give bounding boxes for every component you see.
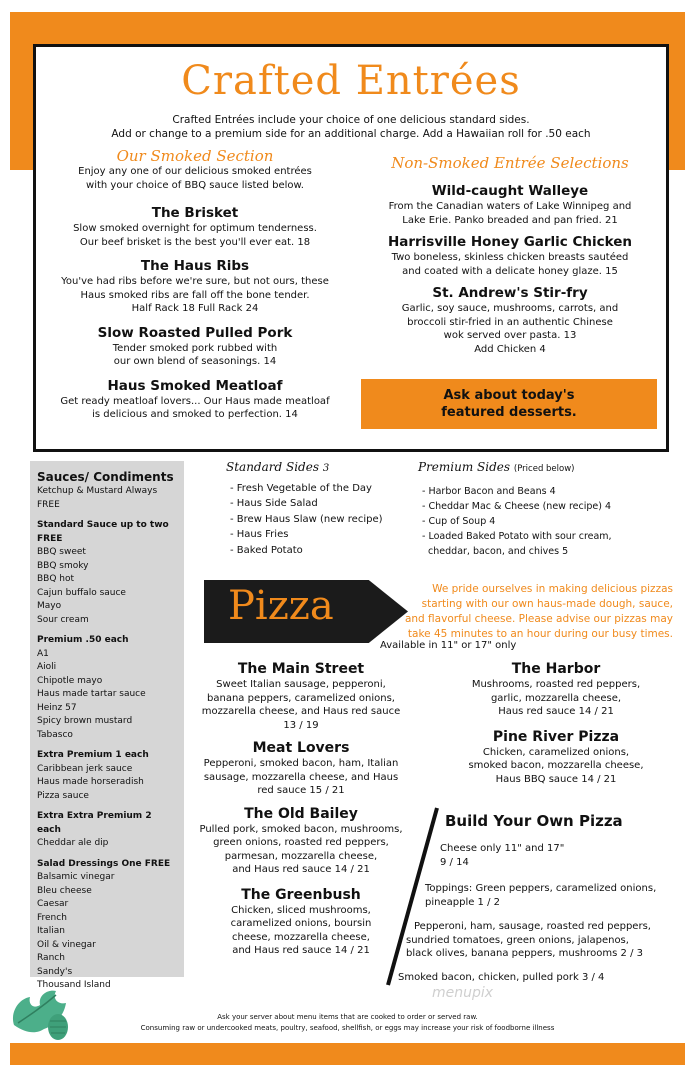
premium-sides-note: (Priced below) bbox=[513, 464, 575, 474]
sauce-item: Heinz 57 bbox=[37, 702, 77, 713]
item-desc: Our beef brisket is the best you'll ever eat. 18 bbox=[79, 236, 311, 248]
sauce-item: Oil & vinegar bbox=[37, 939, 96, 950]
item-desc: and Haus red sauce 14 / 21 bbox=[232, 945, 370, 956]
byo-toppings-1 bbox=[425, 882, 675, 909]
smoked-heading: Our Smoked Section bbox=[116, 147, 274, 165]
sauce-group-heading: Premium .50 each bbox=[37, 635, 129, 645]
item-desc: Haus smoked ribs are fall off the bone tender. bbox=[80, 289, 310, 301]
item-desc: Haus BBQ sauce 14 / 21 bbox=[495, 773, 617, 785]
sauce-item: BBQ sweet bbox=[37, 547, 86, 557]
intro-line: Crafted Entrées include your choice of one delicious standard sides. bbox=[172, 114, 530, 126]
sauce-item: Balsamic vinegar bbox=[37, 872, 115, 882]
footer-disclaimer bbox=[0, 1012, 695, 1034]
item-desc: Pepperoni, smoked bacon, ham, Italian bbox=[203, 758, 399, 769]
sauce-item: Tabasco bbox=[37, 729, 73, 740]
pizza-note-line: take 45 minutes to an hour during our busy times. bbox=[407, 628, 673, 640]
item-desc: caramelized onions, boursin bbox=[230, 918, 372, 929]
item-desc: Chicken, caramelized onions, bbox=[482, 746, 630, 758]
item-desc: and coated with a delicate honey glaze. 15 bbox=[402, 265, 618, 277]
sauce-item: Spicy brown mustard bbox=[37, 716, 133, 726]
byo-cheese-line: Cheese only 11" and 17" bbox=[440, 843, 565, 854]
item-desc: You've had ribs before we're sure, but not ours, these bbox=[61, 276, 329, 287]
sauce-group-heading: Extra Premium 1 each bbox=[37, 750, 149, 760]
byo-toppings-line: sundried tomatoes, green onions, jalapenos, bbox=[406, 934, 629, 946]
item-desc: Pulled pork, smoked bacon, mushrooms, bbox=[199, 823, 403, 835]
item-desc: Sweet Italian sausage, pepperoni, bbox=[216, 679, 386, 690]
sauce-item: Aioli bbox=[37, 662, 57, 672]
side-item: - Harbor Bacon and Beans 4 bbox=[422, 485, 556, 497]
sauce-group-heading: Extra Extra Premium 2 each bbox=[37, 811, 152, 835]
item-desc: banana peppers, caramelized onions, bbox=[207, 692, 395, 704]
item-name: Wild-caught Walleye bbox=[431, 183, 589, 199]
pizza-note-line: and flavorful cheese. Please advise our pizzas may bbox=[404, 613, 673, 625]
item-desc: 13 / 19 bbox=[283, 719, 319, 731]
item-desc: From the Canadian waters of Lake Winnipeg and bbox=[388, 201, 632, 212]
item-desc: cheese, mozzarella cheese, bbox=[232, 931, 370, 943]
sauces-title: Sauces/ Condiments bbox=[37, 470, 174, 484]
smoked-intro-line: with your choice of BBQ sauce listed below. bbox=[86, 179, 304, 191]
item-desc: parmesan, mozzarella cheese, bbox=[224, 850, 378, 862]
standard-sides-title: Standard Sides bbox=[226, 460, 319, 474]
sauce-item: Cheddar ale dip bbox=[37, 838, 109, 848]
side-item: - Haus Fries bbox=[230, 529, 289, 540]
byo-toppings-line: pineapple 1 / 2 bbox=[425, 896, 500, 908]
sauces-subtitle: Ketchup & Mustard Always FREE bbox=[37, 486, 158, 510]
item-desc: mozzarella cheese, and Haus red sauce bbox=[201, 706, 401, 717]
item-desc: our own blend of seasonings. 14 bbox=[113, 356, 277, 367]
side-item: - Cup of Soup 4 bbox=[422, 515, 496, 527]
item-desc: Half Rack 18 Full Rack 24 bbox=[131, 303, 259, 314]
sauce-item: Caesar bbox=[37, 899, 69, 909]
item-desc: Get ready meatloaf lovers... Our Haus made meatloaf bbox=[60, 395, 330, 407]
sauce-item: Haus made tartar sauce bbox=[37, 689, 146, 699]
item-name: Slow Roasted Pulled Pork bbox=[97, 324, 293, 341]
side-item: - Fresh Vegetable of the Day bbox=[230, 482, 372, 494]
bottom-orange-band bbox=[10, 1043, 685, 1065]
byo-toppings-3: Smoked bacon, chicken, pulled pork 3 / 4 bbox=[398, 972, 605, 983]
sauce-group-heading: Standard Sauce up to two FREE bbox=[37, 520, 169, 544]
item-name: The Old Bailey bbox=[244, 805, 358, 822]
byo-title: Build Your Own Pizza bbox=[445, 812, 623, 830]
item-name: St. Andrew's Stir-fry bbox=[432, 285, 588, 301]
item-desc: Tender smoked pork rubbed with bbox=[112, 342, 278, 354]
pizza-note-line: We pride ourselves in making delicious pizzas bbox=[432, 583, 673, 595]
side-item: - Brew Haus Slaw (new recipe) bbox=[230, 513, 383, 525]
item-desc: smoked bacon, mozzarella cheese, bbox=[468, 760, 644, 771]
item-name: Harrisville Honey Garlic Chicken bbox=[387, 234, 633, 250]
item-name: The Greenbush bbox=[241, 886, 361, 903]
item-desc: Two boneless, skinless chicken breasts sautéed bbox=[391, 252, 629, 263]
item-name: Haus Smoked Meatloaf bbox=[107, 377, 283, 394]
side-item: - Loaded Baked Potato with sour cream, bbox=[422, 530, 612, 542]
item-desc: broccoli stir-fried in an authentic Chinese bbox=[407, 316, 613, 328]
sauce-item: Sour cream bbox=[37, 614, 89, 625]
desserts-line: featured desserts. bbox=[441, 405, 577, 420]
item-desc: red sauce 15 / 21 bbox=[257, 785, 345, 796]
side-item: cheddar, bacon, and chives 5 bbox=[422, 545, 569, 557]
item-desc: Chicken, sliced mushrooms, bbox=[231, 904, 371, 916]
sauce-item: Italian bbox=[37, 926, 65, 936]
sauce-item: BBQ smoky bbox=[37, 560, 89, 571]
item-desc: is delicious and smoked to perfection. 14 bbox=[92, 409, 298, 420]
sauce-item: Haus made horseradish bbox=[37, 777, 144, 787]
smoked-intro-line: Enjoy any one of our delicious smoked entrées bbox=[78, 166, 312, 177]
footer-line: Ask your server about menu items that are cooked to order or served raw. bbox=[217, 1013, 478, 1021]
item-desc: Garlic, soy sauce, mushrooms, carrots, and bbox=[401, 303, 619, 314]
standard-sides-price: 3 bbox=[322, 463, 330, 474]
sauce-item: A1 bbox=[37, 648, 49, 659]
byo-cheese-price: 9 / 14 bbox=[440, 856, 469, 868]
watermark: menupix bbox=[432, 985, 494, 1001]
item-desc: Lake Erie. Panko breaded and pan fried. 21 bbox=[402, 214, 618, 226]
footer-line: Consuming raw or undercooked meats, poultry, seafood, shellfish, or eggs may increase your risk of foodborne illness bbox=[140, 1024, 555, 1032]
byo-toppings-2 bbox=[406, 920, 676, 961]
item-desc: Haus red sauce 14 / 21 bbox=[498, 706, 614, 717]
page-title: Crafted Entrées bbox=[181, 58, 521, 104]
pizza-availability: Available in 11" or 17" only bbox=[380, 640, 517, 651]
nonsmoked-heading: Non-Smoked Entrée Selections bbox=[391, 154, 629, 172]
intro-line: Add or change to a premium side for an additional charge. Add a Hawaiian roll for .50 each bbox=[111, 128, 591, 140]
side-item: - Haus Side Salad bbox=[230, 498, 318, 509]
sauce-item: Thousand Island bbox=[37, 980, 111, 990]
sauce-item: Ranch bbox=[37, 953, 65, 963]
byo-toppings-line: black olives, banana peppers, mushrooms 2 / 3 bbox=[406, 948, 643, 959]
item-desc: garlic, mozzarella cheese, bbox=[490, 692, 622, 704]
item-name: The Haus Ribs bbox=[140, 258, 250, 274]
sauce-item: Cajun buffalo sauce bbox=[37, 587, 126, 598]
item-name: Pine River Pizza bbox=[492, 728, 620, 745]
item-desc: Add Chicken 4 bbox=[474, 343, 546, 355]
item-name: Meat Lovers bbox=[252, 740, 350, 756]
item-name: The Harbor bbox=[511, 661, 601, 677]
desserts-line: Ask about today's bbox=[443, 388, 575, 403]
pizza-heading: Pizza bbox=[228, 583, 334, 629]
item-desc: Mushrooms, roasted red peppers, bbox=[471, 679, 641, 690]
byo-cheese bbox=[440, 842, 660, 869]
premium-sides-title: Premium Sides bbox=[418, 460, 511, 474]
sauce-item: Bleu cheese bbox=[37, 885, 92, 896]
item-desc: Slow smoked overnight for optimum tenderness. bbox=[73, 223, 317, 234]
byo-toppings-line: Pepperoni, ham, sausage, roasted red peppers, bbox=[414, 921, 651, 932]
sauce-item: BBQ hot bbox=[37, 574, 75, 584]
sauce-item: Chipotle mayo bbox=[37, 675, 103, 686]
item-desc: and Haus red sauce 14 / 21 bbox=[232, 864, 370, 875]
item-desc: wok served over pasta. 13 bbox=[443, 330, 577, 341]
sauce-item: Mayo bbox=[37, 601, 62, 611]
item-name: The Main Street bbox=[237, 661, 365, 677]
item-name: The Brisket bbox=[151, 205, 239, 221]
side-item: - Cheddar Mac & Cheese (new recipe) 4 bbox=[422, 500, 612, 512]
byo-toppings-line: Toppings: Green peppers, caramelized onions, bbox=[425, 883, 657, 894]
item-desc: sausage, mozzarella cheese, and Haus bbox=[203, 771, 399, 783]
sauce-item: Sandy's bbox=[37, 966, 73, 977]
sauce-item: Pizza sauce bbox=[37, 790, 89, 801]
side-item: - Baked Potato bbox=[230, 544, 303, 556]
sauce-item: Caribbean jerk sauce bbox=[37, 763, 133, 774]
pizza-note-line: starting with our own haus-made dough, sauce, bbox=[421, 598, 673, 610]
sauce-group-heading: Salad Dressings One FREE bbox=[37, 858, 171, 869]
sauce-item: French bbox=[37, 912, 67, 923]
item-desc: green onions, roasted red peppers, bbox=[213, 837, 389, 848]
